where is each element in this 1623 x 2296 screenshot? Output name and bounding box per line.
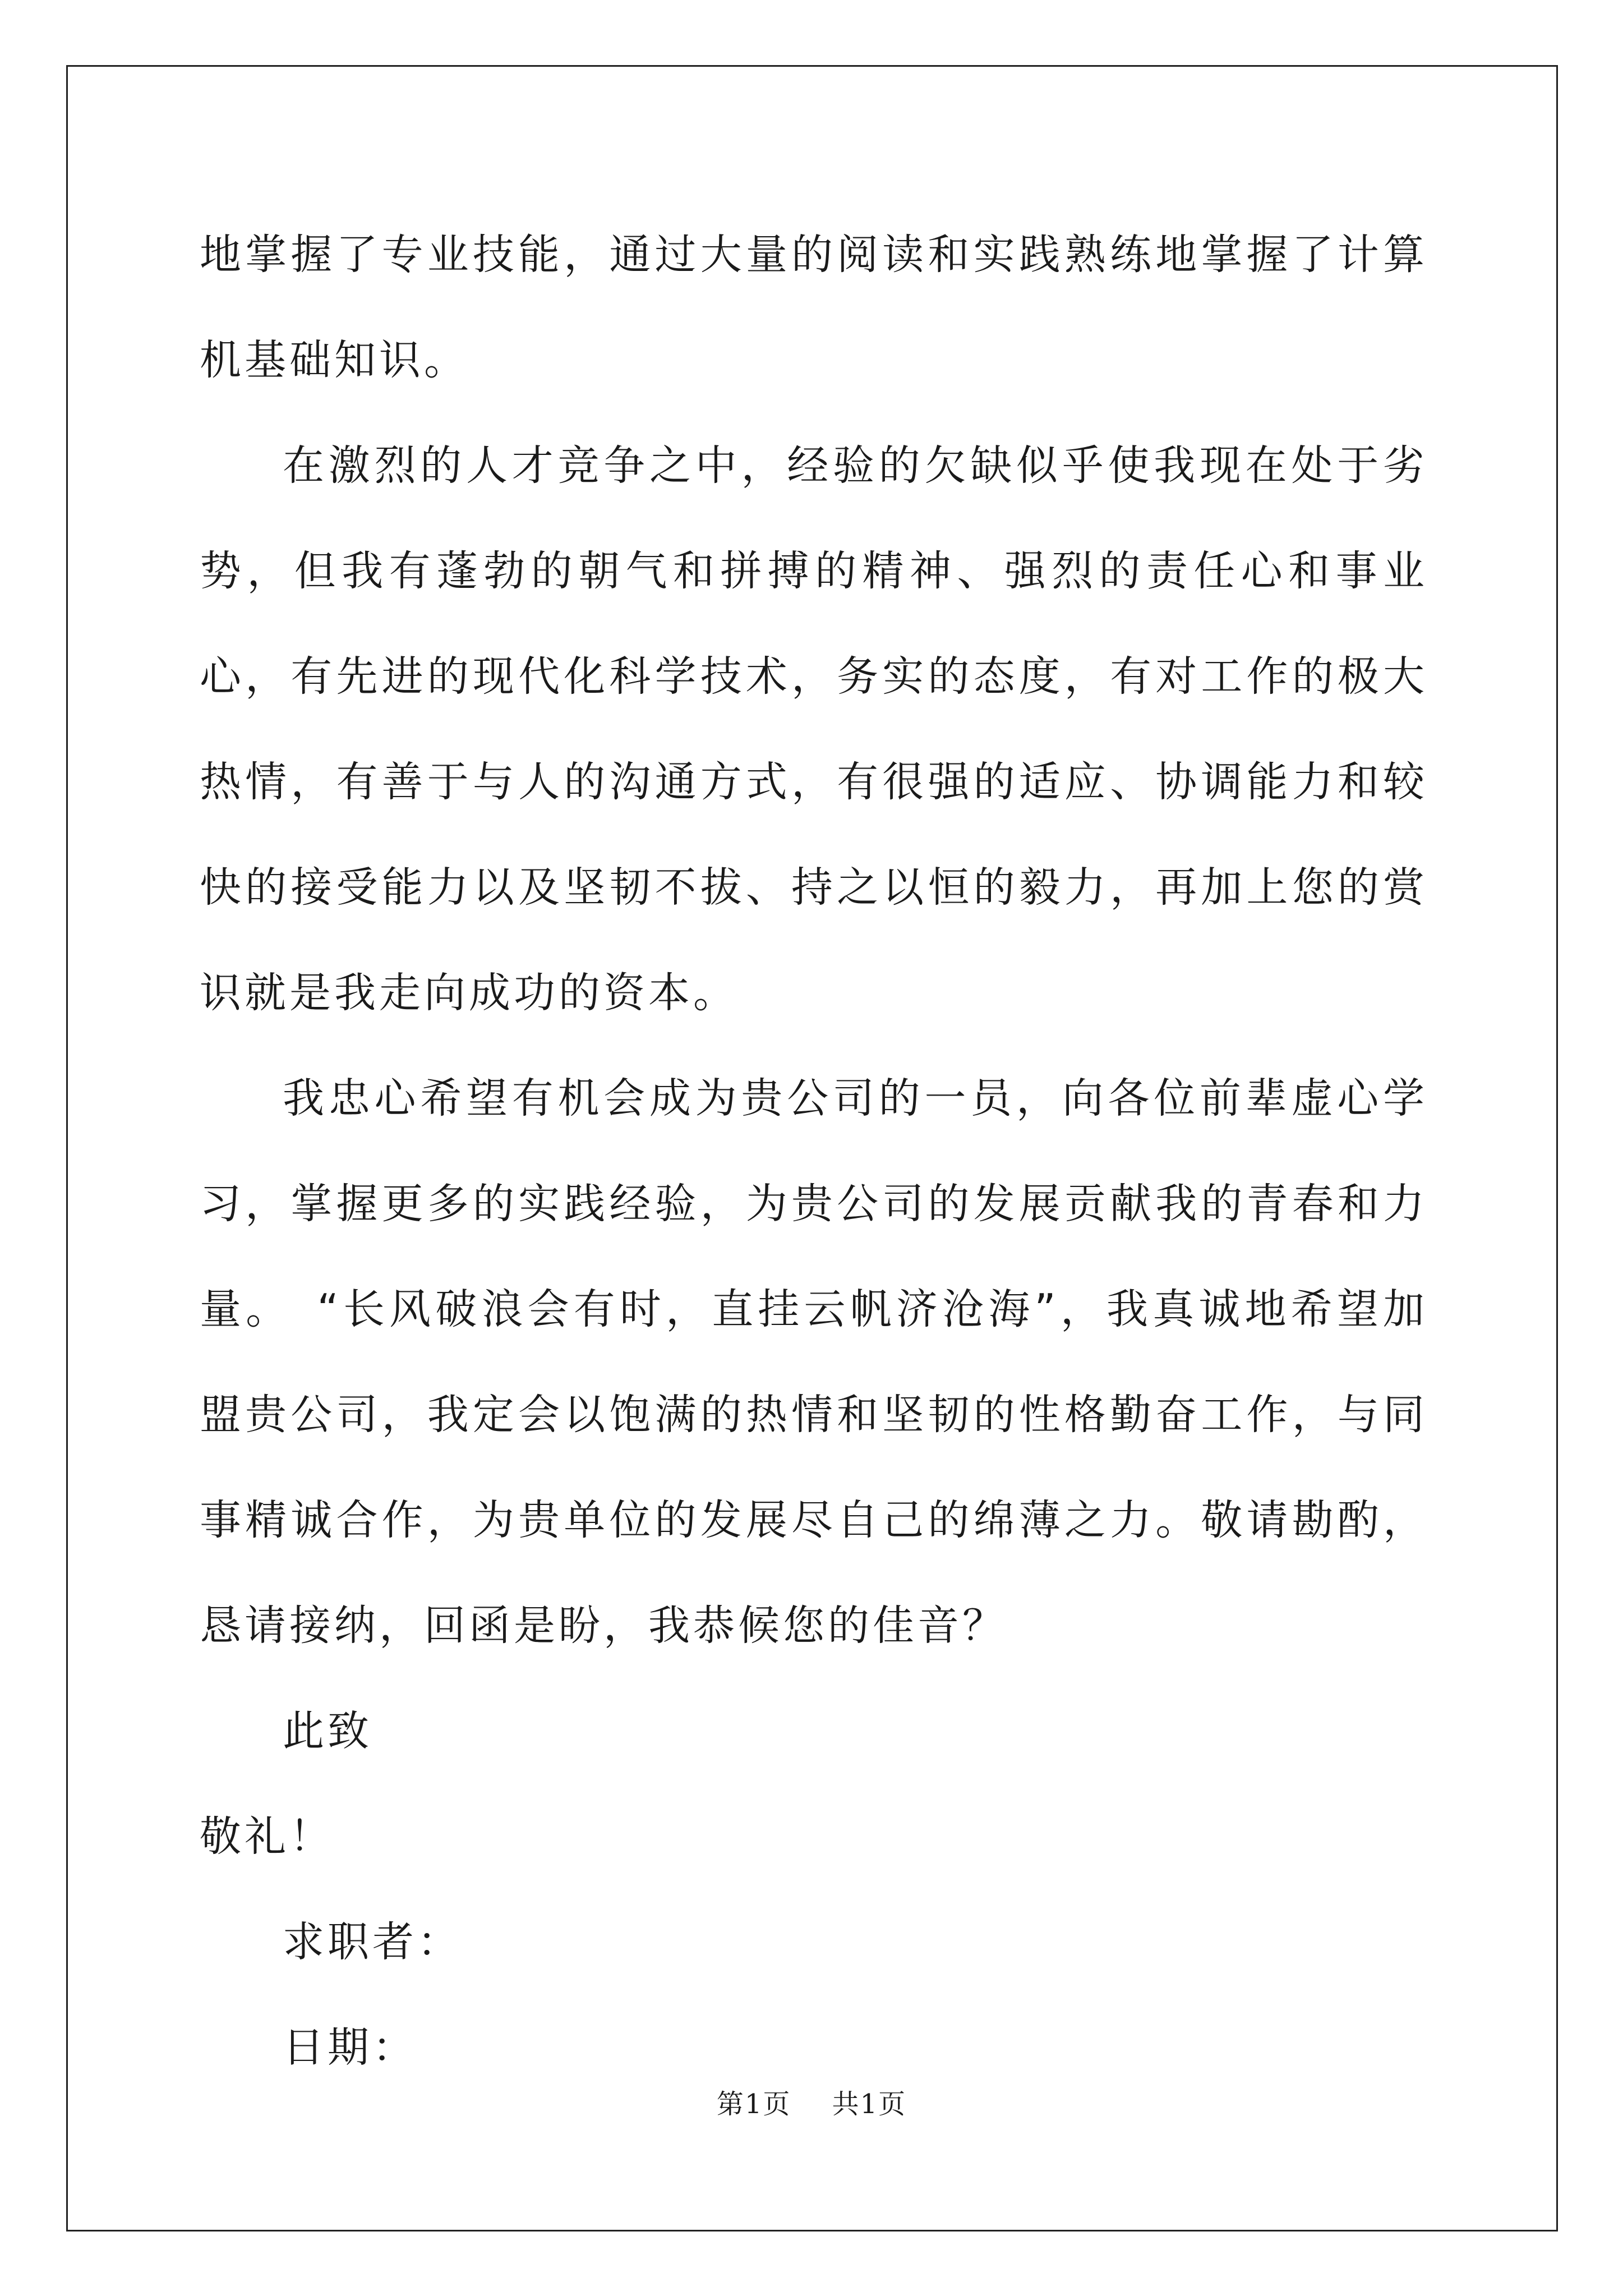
page-footer — [0, 2082, 1623, 2121]
paragraph-aspiration: 我忠心希望有机会成为贵公司的一员，向各位前辈虚心学习，掌握更多的实践经验，为贵公司的发展贡献我的青春和力量。 “长风破浪会有时，直挂云帆济沧海”，我真诚地希望加盟贵公司，我定会以饱满的热情和坚韧的性格勤奋工作，与同事精诚合作，为贵单位的发展尽自己的绵薄之力。敬请勘酌，恳请接纳，回函是盼，我恭候您的佳音？ — [200, 1074, 1428, 1650]
salutation-closing: 此致 — [283, 1707, 372, 1755]
letter-body — [200, 202, 1428, 2100]
paragraph-strengths: 在激烈的人才竞争之中，经验的欠缺似乎使我现在处于劣势，但我有蓬勃的朝气和拼搏的精神、强烈的责任心和事业心，有先进的现代化科学技术，务实的态度，有对工作的极大热情，有善于与人的沟通方式，有很强的适应、协调能力和较快的接受能力以及坚韧不拔、持之以恒的毅力，再加上您的赏识就是我走向成功的资本。 — [200, 441, 1428, 1017]
page-number: 第1页 — [716, 2088, 791, 2120]
date-field: 日期： — [283, 2023, 417, 2072]
salutation-regards: 敬礼！ — [200, 1812, 334, 1861]
applicant-field: 求职者： — [283, 1918, 462, 1966]
page-total: 共1页 — [832, 2088, 907, 2120]
paragraph-skills: 地掌握了专业技能，通过大量的阅读和实践熟练地掌握了计算机基础知识。 — [200, 231, 1428, 384]
